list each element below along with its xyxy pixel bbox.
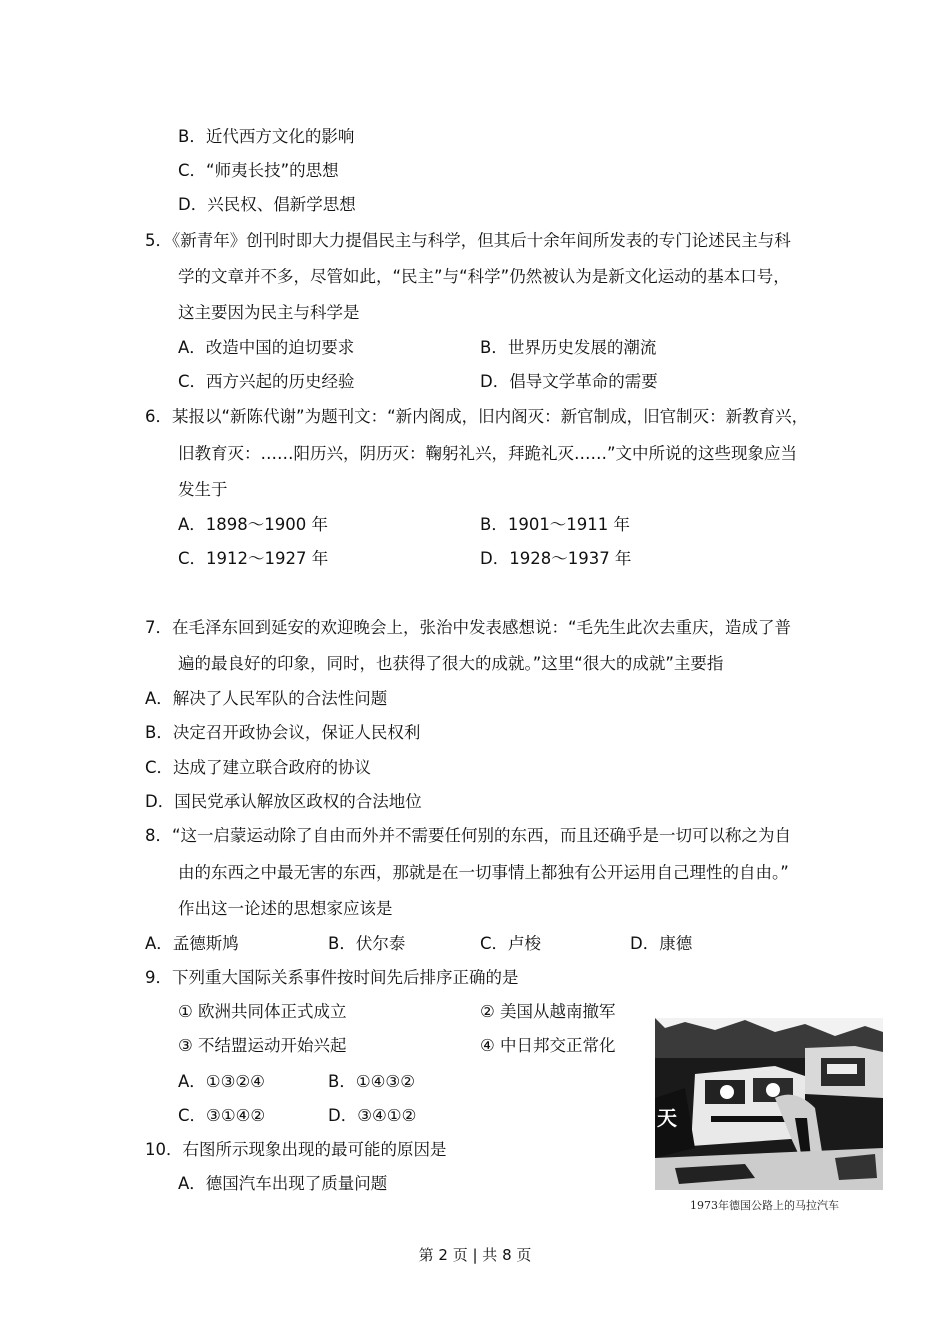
question-7-text: 遍的最良好的印象，同时，也获得了很大的成就。”这里“很大的成就”主要指 bbox=[178, 654, 724, 673]
question-5-text: 这主要因为民主与科学是 bbox=[178, 303, 360, 322]
option-8b: B．伏尔泰 bbox=[328, 934, 406, 953]
question-8-text: 作出这一论述的思想家应该是 bbox=[178, 899, 393, 918]
option-9a: A．①③②④ bbox=[178, 1072, 265, 1091]
option-5a: A．改造中国的迫切要求 bbox=[178, 338, 355, 357]
question-7-text: 7．在毛泽东回到延安的欢迎晚会上，张治中发表感想说：“毛先生此次去重庆，造成了普 bbox=[145, 618, 792, 637]
option-6b: B．1901～1911 年 bbox=[480, 515, 631, 534]
option-6a: A．1898～1900 年 bbox=[178, 515, 329, 534]
option-6d: D．1928～1937 年 bbox=[480, 549, 632, 568]
horse-drawn-car-photo bbox=[655, 1018, 883, 1190]
option-7c: C．达成了建立联合政府的协议 bbox=[145, 758, 372, 777]
option-4b: B．近代西方文化的影响 bbox=[178, 127, 355, 146]
photo-overlay-text: 天 bbox=[657, 1106, 677, 1130]
option-5b: B．世界历史发展的潮流 bbox=[480, 338, 657, 357]
question-8-text: 由的东西之中最无害的东西，那就是在一切事情上都独有公开运用自己理性的自由。” bbox=[178, 863, 789, 882]
option-5c: C．西方兴起的历史经验 bbox=[178, 372, 355, 391]
question-6-text: 发生于 bbox=[178, 480, 228, 499]
photo-illustration bbox=[655, 1018, 883, 1190]
page-footer: 第 2 页 | 共 8 页 bbox=[418, 1246, 532, 1264]
question-6-text: 旧教育灭：……阳历兴，阴历灭：鞠躬礼兴，拜跪礼灭……”文中所说的这些现象应当 bbox=[178, 444, 798, 463]
question-5-text: 学的文章并不多，尽管如此，“民主”与“科学”仍然被认为是新文化运动的基本口号， bbox=[178, 267, 790, 286]
option-10a: A．德国汽车出现了质量问题 bbox=[178, 1174, 388, 1193]
option-9d: D．③④①② bbox=[328, 1106, 417, 1125]
event-4: ④ 中日邦交正常化 bbox=[480, 1036, 616, 1055]
option-7a: A．解决了人民军队的合法性问题 bbox=[145, 689, 388, 708]
option-4d: D．兴民权、倡新学思想 bbox=[178, 195, 356, 214]
event-1: ① 欧洲共同体正式成立 bbox=[178, 1002, 347, 1021]
event-3: ③ 不结盟运动开始兴起 bbox=[178, 1036, 347, 1055]
option-6c: C．1912～1927 年 bbox=[178, 549, 329, 568]
option-9c: C．③①④② bbox=[178, 1106, 266, 1125]
option-8c: C．卢梭 bbox=[480, 934, 542, 953]
question-10-text: 10．右图所示现象出现的最可能的原因是 bbox=[145, 1140, 447, 1159]
photo-caption: 1973年德国公路上的马拉汽车 bbox=[690, 1199, 839, 1212]
question-8-text: 8．“这一启蒙运动除了自由而外并不需要任何别的东西，而且还确乎是一切可以称之为自 bbox=[145, 826, 792, 845]
option-7b: B．决定召开政协会议，保证人民权利 bbox=[145, 723, 421, 742]
question-6-text: 6．某报以“新陈代谢”为题刊文：“新内阁成，旧内阁灭：新官制成，旧官制灭：新教育兴， bbox=[145, 407, 809, 426]
option-8a: A．孟德斯鸠 bbox=[145, 934, 239, 953]
option-7d: D．国民党承认解放区政权的合法地位 bbox=[145, 792, 422, 811]
option-9b: B．①④③② bbox=[328, 1072, 415, 1091]
option-4c: C．“师夷长技”的思想 bbox=[178, 161, 339, 180]
option-5d: D．倡导文学革命的需要 bbox=[480, 372, 658, 391]
question-5-text: 5．《新青年》创刊时即大力提倡民主与科学，但其后十余年间所发表的专门论述民主与科 bbox=[145, 231, 791, 250]
option-8d: D．康德 bbox=[630, 934, 693, 953]
question-9-text: 9．下列重大国际关系事件按时间先后排序正确的是 bbox=[145, 968, 519, 987]
event-2: ② 美国从越南撤军 bbox=[480, 1002, 616, 1021]
